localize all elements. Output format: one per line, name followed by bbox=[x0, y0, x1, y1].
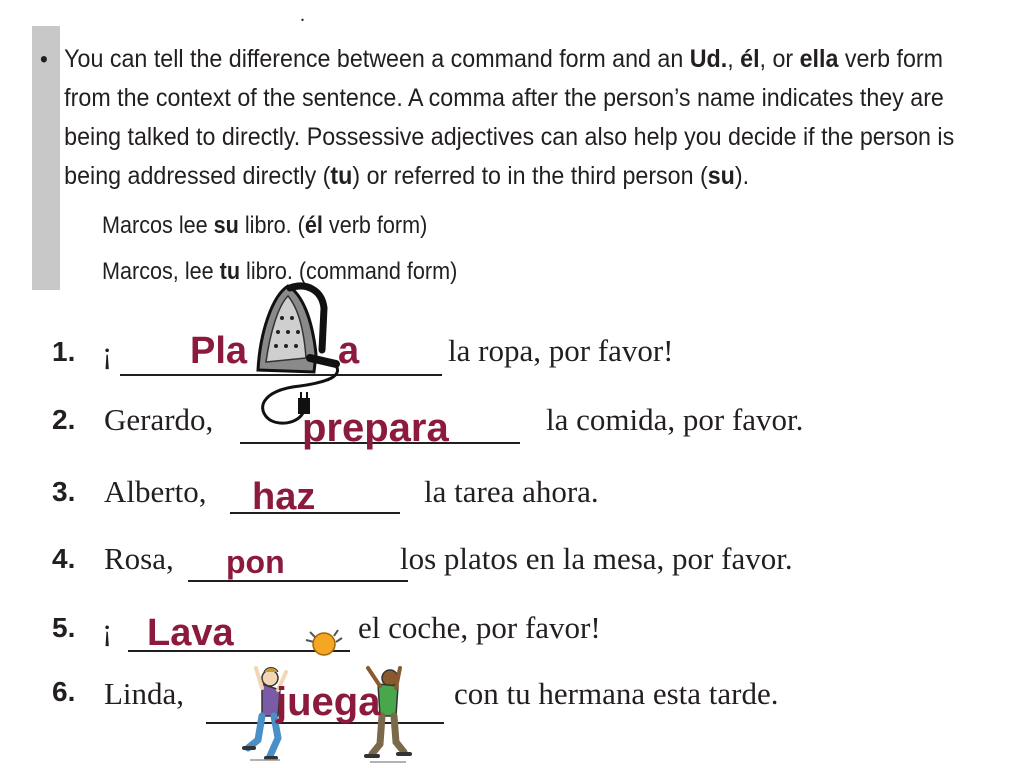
answer-text: prepara bbox=[302, 406, 449, 450]
exercise-prefix: Rosa, bbox=[104, 541, 174, 576]
answer-text: Lava bbox=[147, 612, 234, 654]
exercise-number: 3. bbox=[52, 476, 76, 507]
exercise-text: con tu hermana esta tarde. bbox=[454, 676, 779, 711]
exercise-prefix: ¡ bbox=[102, 612, 113, 647]
exercise-text: la ropa, por favor! bbox=[448, 333, 674, 368]
exercise-text: la comida, por favor. bbox=[546, 402, 804, 437]
exercise-prefix: Alberto, bbox=[104, 474, 207, 509]
exercise-number: 1. bbox=[52, 336, 76, 367]
answer-text: pon bbox=[226, 544, 285, 580]
grammar-note bbox=[40, 40, 955, 196]
note-bullet: • bbox=[40, 46, 48, 73]
exercise-number: 2. bbox=[52, 404, 76, 435]
answer-text: juega bbox=[276, 680, 381, 724]
exercise-number: 6. bbox=[52, 676, 76, 707]
exercise-prefix: ¡ bbox=[102, 335, 113, 370]
answer-part-left: Pla bbox=[190, 330, 248, 372]
answer-text: haz bbox=[252, 476, 316, 518]
exercise-text: el coche, por favor! bbox=[358, 610, 601, 645]
note-text: You can tell the difference between a command form and an Ud., él, or ella verb form from the context of the sentence. A comma after the person’s name indicates they are being talked to directly. Possessive adjectives can also help you decide if the person is being addressed directly (tu) or referred to in the third person (su). bbox=[64, 45, 955, 190]
exercise-text: la tarea ahora. bbox=[424, 474, 599, 509]
exercise-text: los platos en la mesa, por favor. bbox=[400, 541, 793, 576]
exercise-number: 4. bbox=[52, 543, 76, 574]
exercise-prefix: Linda, bbox=[104, 676, 185, 711]
example-el-form: Marcos lee su libro. (él verb form) bbox=[102, 212, 428, 239]
answer-part-right: a bbox=[338, 330, 360, 372]
answer-blank[interactable] bbox=[188, 580, 408, 582]
exercise-prefix: Gerardo, bbox=[104, 402, 214, 437]
example-command-form: Marcos, lee tu libro. (command form) bbox=[102, 258, 458, 285]
top-dot: . bbox=[300, 4, 305, 26]
exercise-number: 5. bbox=[52, 612, 76, 643]
